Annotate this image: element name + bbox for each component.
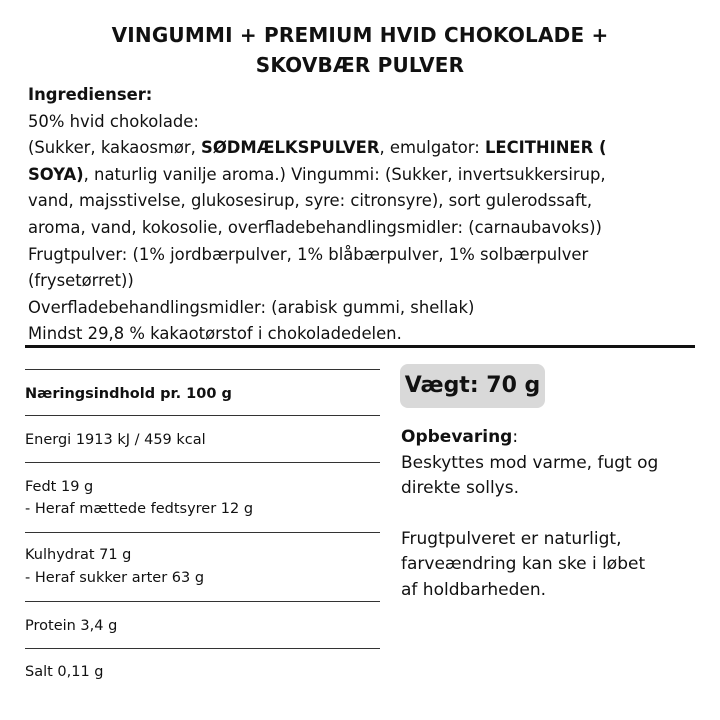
ingredients-line: Mindst 29,8 % kakaotørstof i chokoladedelen. <box>28 324 402 344</box>
product-title <box>0 20 720 80</box>
ingredients-text: , emulgator: <box>379 138 485 158</box>
nutrition-heading: Næringsindhold pr. 100 g <box>25 386 232 402</box>
storage-label: Opbevaring <box>401 427 513 447</box>
nutrition-saturated-fat: - Heraf mættede fedtsyrer 12 g <box>25 501 254 517</box>
nutrition-divider <box>25 648 380 649</box>
ingredients-text: (Sukker, kakaosmør, <box>28 138 202 158</box>
section-divider <box>25 345 695 348</box>
ingredients-line: vand, majsstivelse, glukosesirup, syre: citronsyre), sort gulerodssaft, <box>28 191 593 211</box>
nutrition-carbs: Kulhydrat 71 g <box>25 547 132 563</box>
nutrition-divider <box>25 415 380 416</box>
nutrition-sugar: - Heraf sukker arter 63 g <box>25 570 205 586</box>
ingredients-heading: Ingredienser: <box>28 85 153 104</box>
ingredients-section <box>28 82 688 348</box>
ingredients-line <box>28 135 688 162</box>
storage-line: Beskyttes mod varme, fugt og <box>401 452 659 473</box>
nutrition-salt: Salt 0,11 g <box>25 664 104 680</box>
nutrition-divider <box>25 601 380 602</box>
ingredients-text: , naturlig vanilje aroma.) Vingummi: (Sukker, invertsukkersirup, <box>83 164 606 184</box>
ingredients-line: (frysetørret)) <box>28 271 134 291</box>
storage-line: direkte sollys. <box>401 478 519 498</box>
product-title-line-2: SKOVBÆR PULVER <box>255 53 465 77</box>
ingredients-line: aroma, vand, kokosolie, overfladebehandlingsmidler: (carnaubavoks)) <box>28 217 602 237</box>
product-title-line-1: VINGUMMI + PREMIUM HVID CHOKOLADE + <box>111 23 609 47</box>
ingredients-line: Frugtpulver: (1% jordbærpulver, 1% blåbærpulver, 1% solbærpulver <box>28 244 589 264</box>
nutrition-energy: Energi 1913 kJ / 459 kcal <box>25 432 206 448</box>
ingredients-line <box>28 162 688 189</box>
storage-note-line: Frugtpulveret er naturligt, <box>401 528 622 549</box>
nutrition-divider <box>25 462 380 463</box>
nutrition-protein: Protein 3,4 g <box>25 618 118 634</box>
nutrition-fat: Fedt 19 g <box>25 479 94 495</box>
ingredients-line: Overfladebehandlingsmidler: (arabisk gummi, shellak) <box>28 297 475 317</box>
storage-note-line: farveændring kan ske i løbet <box>401 554 646 574</box>
storage-heading <box>401 425 701 451</box>
allergen-lecithin: LECITHINER ( <box>484 138 607 158</box>
ingredients-line: 50% hvid chokolade: <box>28 111 199 131</box>
nutrition-divider <box>25 369 380 370</box>
storage-section <box>401 425 701 603</box>
allergen-soya: SOYA) <box>28 164 84 184</box>
allergen-milk: SØDMÆLKSPULVER <box>201 138 380 158</box>
storage-colon: : <box>512 427 519 447</box>
storage-note-line: af holdbarheden. <box>401 579 547 600</box>
weight-badge: Vægt: 70 g <box>400 364 545 408</box>
nutrition-divider <box>25 532 380 533</box>
